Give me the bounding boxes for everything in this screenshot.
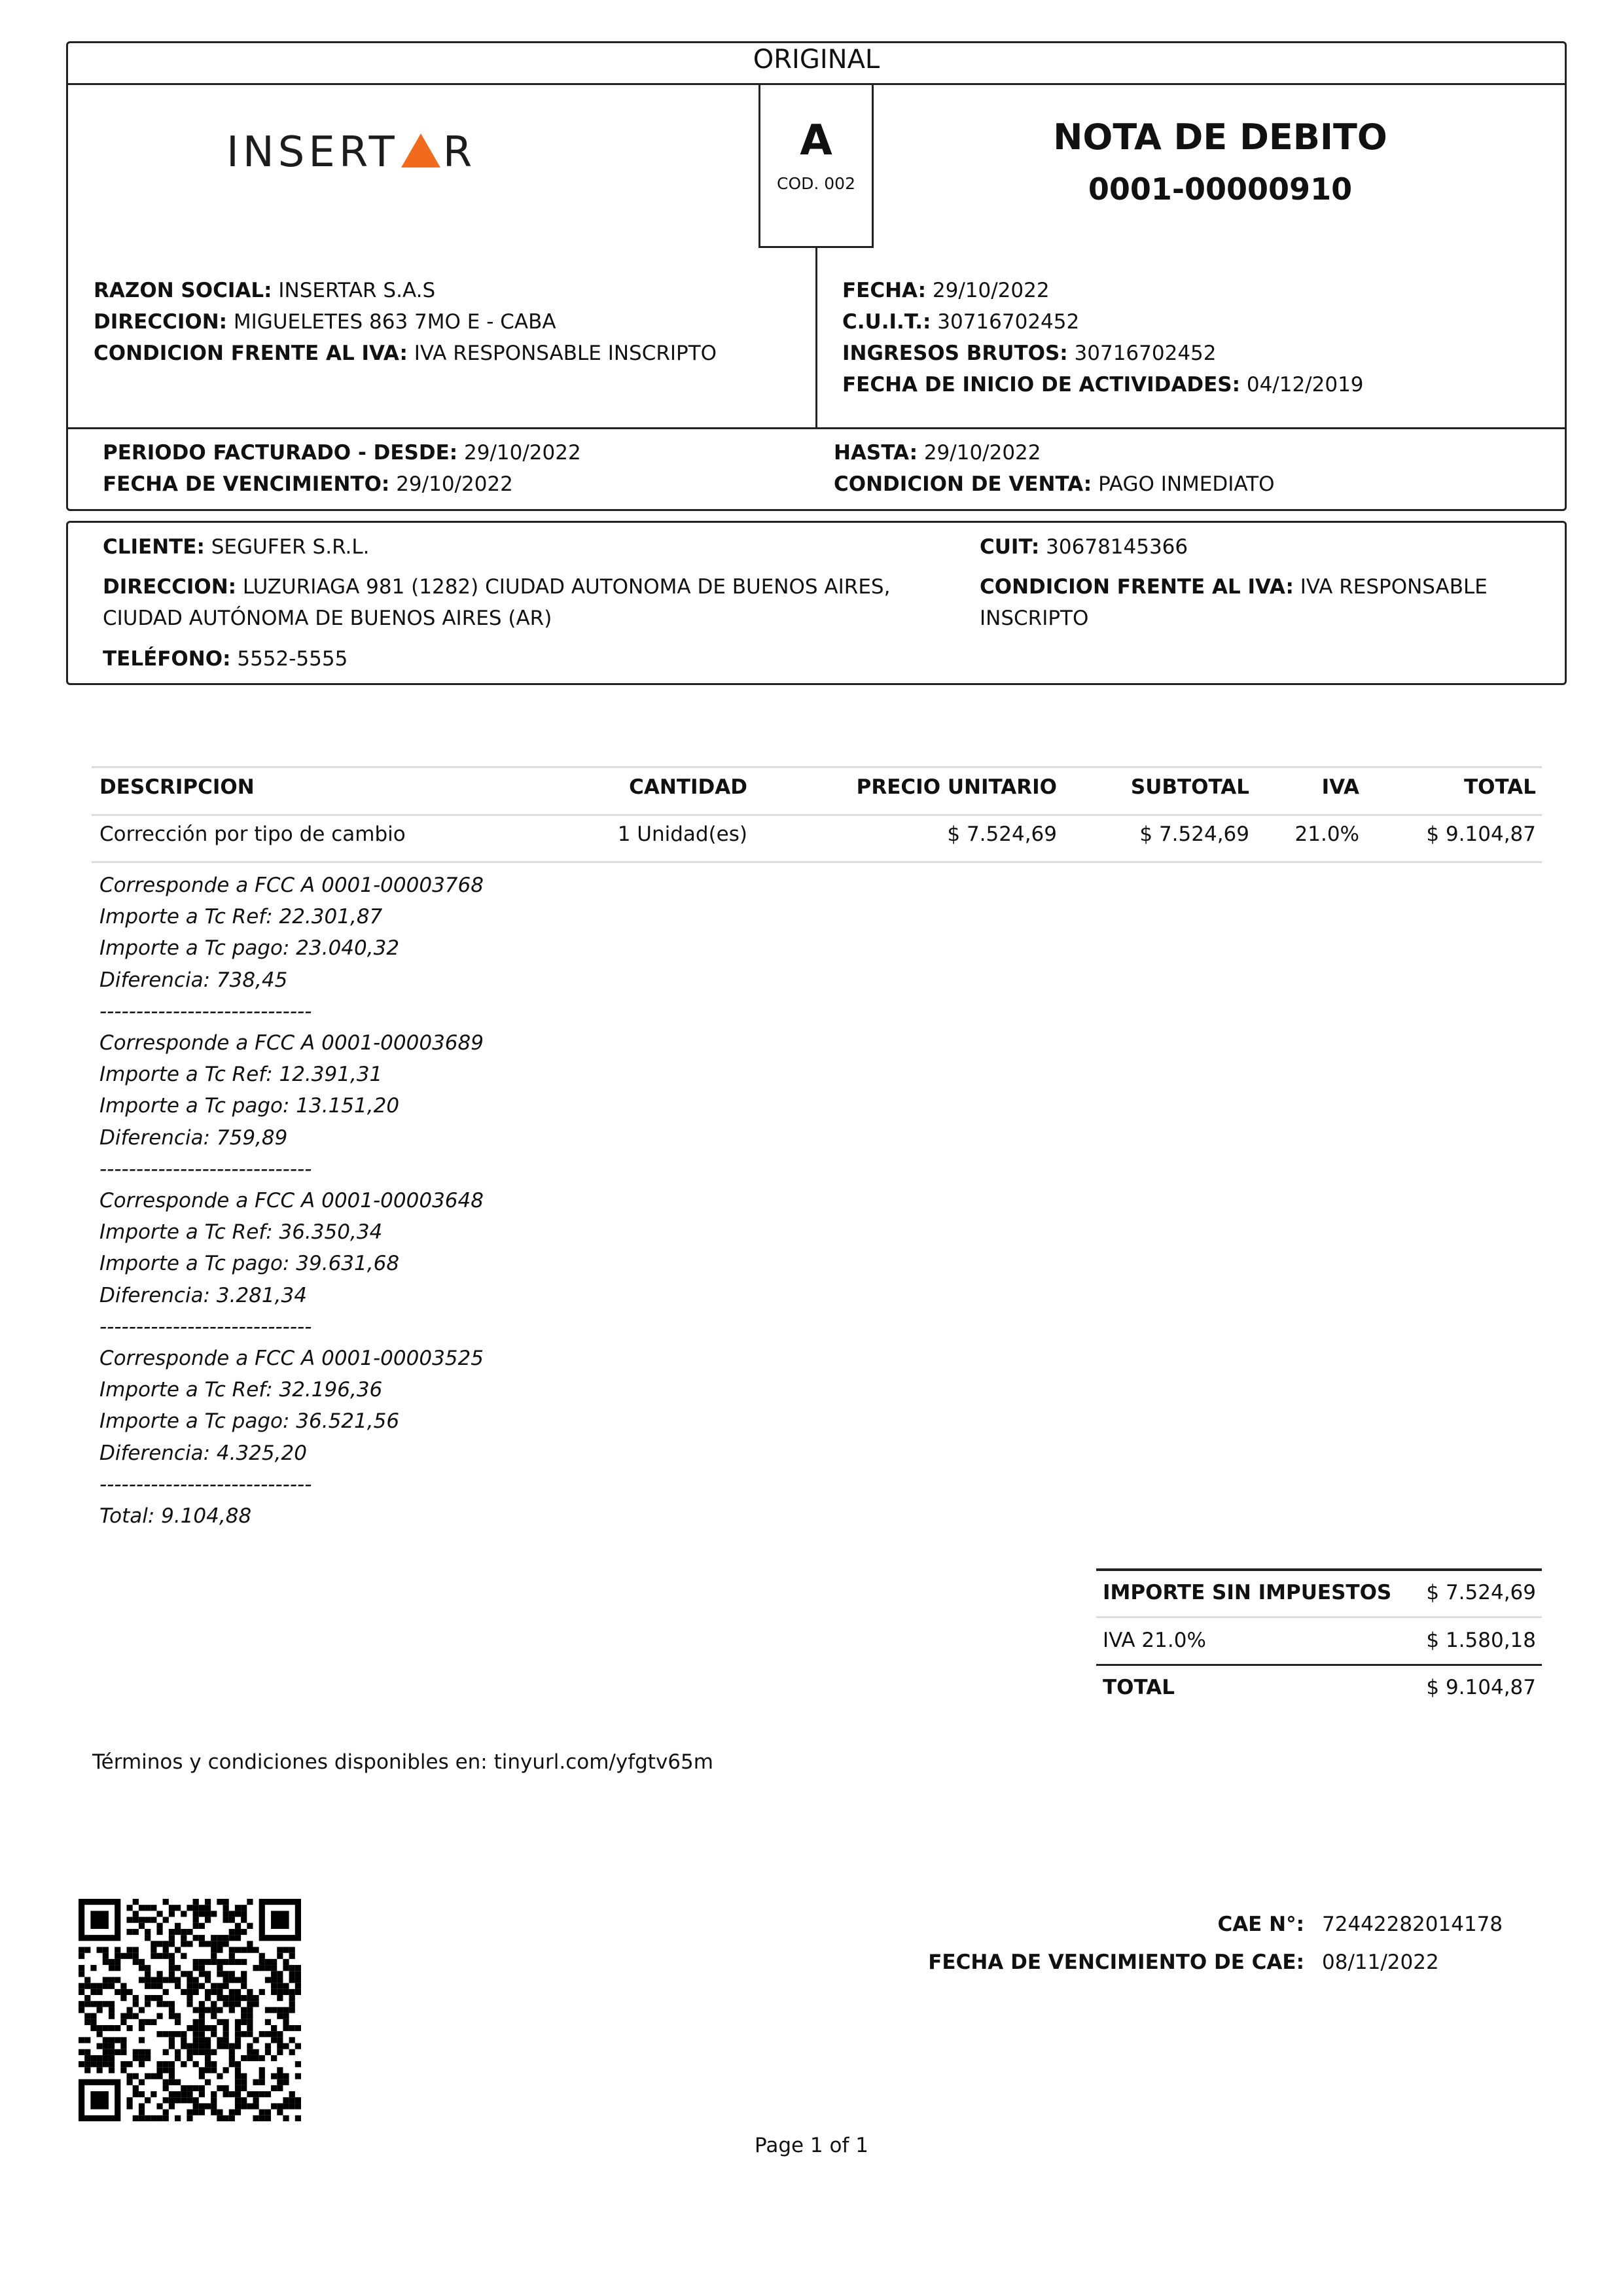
page-number: Page 1 of 1	[755, 2134, 868, 2157]
issuer-iva: CONDICION FRENTE AL IVA: IVA RESPONSABLE INSCRIPTO	[94, 342, 717, 365]
client-direccion: DIRECCION: LUZURIAGA 981 (1282) CIUDAD AUTONOMA DE BUENOS AIRES, CIUDAD AUTÓNOMA DE BUENOS AIRES (AR)	[103, 575, 891, 630]
row-cantidad: 1 Unidad(es)	[617, 822, 747, 846]
copy-label: ORIGINAL	[753, 44, 880, 75]
client-name: CLIENTE: SEGUFER S.R.L.	[103, 535, 370, 559]
doc-title: NOTA DE DEBITO	[1053, 116, 1387, 158]
cae-number-label: CAE N°:	[1217, 1913, 1304, 1936]
note-line: Importe a Tc pago: 39.631,68	[99, 1252, 400, 1276]
row-total: $ 9.104,87	[1426, 822, 1536, 846]
doc-number: 0001-00000910	[1088, 171, 1353, 207]
totals-total-label: TOTAL	[1103, 1676, 1175, 1699]
th-iva: IVA	[1321, 775, 1359, 799]
row-subtotal: $ 7.524,69	[1139, 822, 1249, 846]
cae-number: 72442282014178	[1322, 1913, 1503, 1936]
th-cantidad: CANTIDAD	[629, 775, 747, 799]
note-line: Corresponde a FCC A 0001-00003768	[99, 874, 484, 897]
letter-type: A	[800, 116, 832, 165]
qr-code	[79, 1899, 301, 2121]
issuer-inicio: FECHA DE INICIO DE ACTIVIDADES: 04/12/2019	[842, 373, 1364, 397]
row-precio: $ 7.524,69	[947, 822, 1057, 846]
note-line: Importe a Tc Ref: 12.391,31	[99, 1063, 383, 1087]
note-line: -----------------------------	[99, 1472, 312, 1496]
note-line: Diferencia: 738,45	[99, 968, 288, 992]
note-line: Importe a Tc Ref: 32.196,36	[99, 1378, 383, 1402]
note-line: Total: 9.104,88	[99, 1504, 252, 1528]
issuer-direccion: DIRECCION: MIGUELETES 863 7MO E - CABA	[94, 310, 556, 334]
totals-neto: $ 7.524,69	[1426, 1581, 1536, 1604]
totals-iva: $ 1.580,18	[1426, 1629, 1536, 1652]
th-total: TOTAL	[1464, 775, 1536, 799]
period-vencimiento: FECHA DE VENCIMIENTO: 29/10/2022	[103, 472, 513, 496]
note-line: Diferencia: 759,89	[99, 1125, 288, 1150]
client-iva: CONDICION FRENTE AL IVA: IVA RESPONSABLE INSCRIPTO	[980, 575, 1488, 630]
cae-venc: 08/11/2022	[1322, 1951, 1439, 1974]
cae-venc-label: FECHA DE VENCIMIENTO DE CAE:	[928, 1951, 1304, 1974]
note-line: Corresponde a FCC A 0001-00003525	[99, 1347, 484, 1370]
letter-box	[758, 84, 874, 248]
th-descripcion: DESCRIPCION	[99, 775, 255, 799]
company-logo: INSERT R	[226, 128, 476, 177]
period-desde: PERIODO FACTURADO - DESDE: 29/10/2022	[103, 441, 581, 465]
issuer-fecha: FECHA: 29/10/2022	[842, 279, 1050, 302]
issuer-razon: RAZON SOCIAL: INSERTAR S.A.S	[94, 279, 436, 302]
row-iva: 21.0%	[1294, 822, 1359, 846]
note-line: Corresponde a FCC A 0001-00003689	[99, 1031, 484, 1055]
note-line: Importe a Tc pago: 13.151,20	[99, 1094, 400, 1118]
th-subtotal: SUBTOTAL	[1130, 775, 1249, 799]
note-line: Corresponde a FCC A 0001-00003648	[99, 1189, 484, 1212]
note-line: Diferencia: 3.281,34	[99, 1283, 307, 1307]
note-line: Importe a Tc pago: 36.521,56	[99, 1409, 400, 1434]
issuer-cuit: C.U.I.T.: 30716702452	[842, 310, 1080, 334]
totals-neto-label: IMPORTE SIN IMPUESTOS	[1103, 1581, 1392, 1604]
note-line: -----------------------------	[99, 999, 312, 1023]
period-hasta: HASTA: 29/10/2022	[834, 441, 1041, 465]
client-cuit: CUIT: 30678145366	[980, 535, 1188, 559]
th-precio: PRECIO UNITARIO	[856, 775, 1057, 799]
note-line: Importe a Tc Ref: 36.350,34	[99, 1220, 383, 1245]
period-venta: CONDICION DE VENTA: PAGO INMEDIATO	[834, 472, 1275, 496]
issuer-ib: INGRESOS BRUTOS: 30716702452	[842, 342, 1217, 365]
totals-total: $ 9.104,87	[1426, 1676, 1536, 1699]
totals-iva-label: IVA 21.0%	[1103, 1629, 1206, 1652]
note-line: Importe a Tc Ref: 22.301,87	[99, 905, 383, 929]
note-line: -----------------------------	[99, 1157, 312, 1181]
note-line: Importe a Tc pago: 23.040,32	[99, 936, 400, 961]
logo-triangle-icon	[401, 133, 440, 168]
terms-text: Términos y condiciones disponibles en: tinyurl.com/yfgtv65m	[92, 1750, 713, 1774]
client-telefono: TELÉFONO: 5552-5555	[103, 647, 348, 671]
row-descripcion: Corrección por tipo de cambio	[99, 822, 406, 846]
note-line: Diferencia: 4.325,20	[99, 1441, 307, 1465]
note-line: -----------------------------	[99, 1315, 312, 1339]
letter-code: COD. 002	[777, 174, 855, 193]
